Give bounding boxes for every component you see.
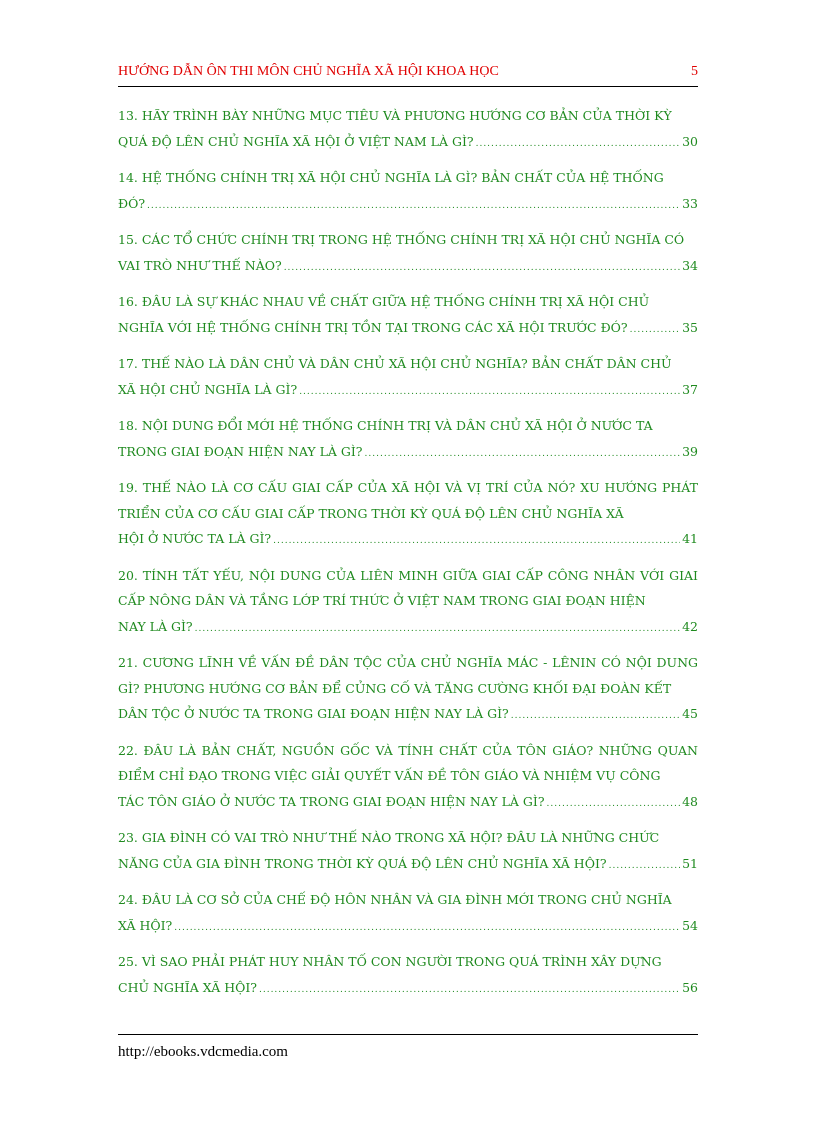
page-number: 5 [691,64,698,79]
toc-entry-text-end: DÂN TỘC Ở NƯỚC TA TRONG GIAI ĐOẠN HIỆN NAY LÀ GÌ? [118,706,509,721]
toc-entry-text: 23. GIA ĐÌNH CÓ VAI TRÒ NHƯ THẾ NÀO TRONG XÃ HỘI? ĐÂU LÀ NHỮNG CHỨC [118,830,660,845]
toc-page-number: 56 [682,979,698,995]
toc-page-number: 35 [682,319,698,335]
toc-entry[interactable] [118,289,698,343]
toc-page-number: 48 [682,793,698,809]
toc-entry-text-end: NGHĨA VỚI HỆ THỐNG CHÍNH TRỊ TỒN TẠI TRONG CÁC XÃ HỘI TRƯỚC ĐÓ? [118,319,628,335]
toc-entry-text: 13. HÃY TRÌNH BÀY NHỮNG MỤC TIÊU VÀ PHƯƠNG HƯỚNG CƠ BẢN CỦA THỜI KỲ [118,108,672,123]
toc-entry-text: 21. CƯƠNG LĨNH VỀ VẤN ĐỀ DÂN TỘC CỦA CHỦ NGHĨA MÁC - LÊNIN CÓ NỘI DUNG GÌ? PHƯƠNG HƯỚNG CƠ BẢN ĐỂ CỦNG CỐ VÀ TĂNG CƯỜNG KHỐI ĐẠI ĐOÀN KẾT [118,655,698,696]
toc-entry-text: 18. NỘI DUNG ĐỔI MỚI HỆ THỐNG CHÍNH TRỊ VÀ DÂN CHỦ XÃ HỘI Ở NƯỚC TA [118,418,653,433]
toc-entry-text-end: ĐÓ? [118,195,146,211]
toc-entry-text: 14. HỆ THỐNG CHÍNH TRỊ XÃ HỘI CHỦ NGHĨA LÀ GÌ? BẢN CHẤT CỦA HỆ THỐNG [118,170,664,185]
toc-entry[interactable] [118,165,698,219]
toc-entry-text: 19. THẾ NÀO LÀ CƠ CẤU GIAI CẤP CỦA XÃ HỘI VÀ VỊ TRÍ CỦA NÓ? XU HƯỚNG PHÁT TRIỂN CỦA CƠ CẤU GIAI CẤP TRONG THỜI KỲ QUÁ ĐỘ LÊN CHỦ NGHĨA XÃ [118,480,698,521]
table-of-contents [118,103,698,1011]
dot-leader [259,978,680,1004]
toc-entry-text-end: NAY LÀ GÌ? [118,618,193,634]
toc-page-number: 54 [682,917,698,933]
toc-entry-text-end: XÃ HỘI? [118,917,173,933]
toc-entry[interactable] [118,650,698,730]
toc-entry-text-end: TÁC TÔN GIÁO Ở NƯỚC TA TRONG GIAI ĐOẠN HIỆN NAY LÀ GÌ? [118,793,545,809]
dot-leader [547,792,681,818]
toc-entry-text-end: CHỦ NGHĨA XÃ HỘI? [118,979,257,995]
dot-leader [630,318,680,344]
dot-leader [299,380,680,406]
toc-entry-text-end: XÃ HỘI CHỦ NGHĨA LÀ GÌ? [118,381,298,397]
dot-leader [365,442,681,468]
toc-entry-text: 24. ĐÂU LÀ CƠ SỞ CỦA CHẾ ĐỘ HÔN NHÂN VÀ GIA ĐÌNH MỚI TRONG CHỦ NGHĨA [118,892,672,907]
toc-page-number: 34 [682,257,698,273]
toc-page-number: 30 [682,133,698,149]
dot-leader [273,529,680,555]
header-title: HƯỚNG DẪN ÔN THI MÔN CHỦ NGHĨA XÃ HỘI KHOA HỌC [118,64,499,79]
toc-page-number: 33 [682,195,698,211]
toc-entry-text-end: HỘI Ở NƯỚC TA LÀ GÌ? [118,531,272,546]
toc-entry-text: 15. CÁC TỔ CHỨC CHÍNH TRỊ TRONG HỆ THỐNG CHÍNH TRỊ XÃ HỘI CHỦ NGHĨA CÓ [118,232,685,247]
toc-entry[interactable] [118,949,698,1003]
dot-leader [476,132,681,158]
toc-page-number: 42 [682,618,698,634]
footer-url[interactable]: http://ebooks.vdcmedia.com [118,1044,288,1060]
toc-entry[interactable] [118,563,698,643]
toc-entry[interactable] [118,351,698,405]
toc-entry-text-end: QUÁ ĐỘ LÊN CHỦ NGHĨA XÃ HỘI Ở VIỆT NAM LÀ GÌ? [118,133,474,149]
toc-entry-text: 22. ĐÂU LÀ BẢN CHẤT, NGUỒN GỐC VÀ TÍNH CHẤT CỦA TÔN GIÁO? NHỮNG QUAN ĐIỂM CHỈ ĐẠO TRONG VIỆC GIẢI QUYẾT VẤN ĐỀ TÔN GIÁO VÀ NHIỆM VỤ CÔNG [118,742,698,783]
toc-page-number: 41 [682,531,698,546]
dot-leader [195,617,680,643]
toc-entry-text: 16. ĐÂU LÀ SỰ KHÁC NHAU VỀ CHẤT GIỮA HỆ THỐNG CHÍNH TRỊ XÃ HỘI CHỦ [118,294,650,309]
toc-entry[interactable] [118,887,698,941]
toc-entry[interactable] [118,475,698,555]
toc-entry-text-end: TRONG GIAI ĐOẠN HIỆN NAY LÀ GÌ? [118,443,363,459]
page-header [118,64,698,87]
toc-page-number: 45 [682,706,698,721]
toc-entry-text-end: VAI TRÒ NHƯ THẾ NÀO? [118,257,282,273]
toc-page-number: 51 [682,855,698,871]
toc-entry-text: 20. TÍNH TẤT YẾU, NỘI DUNG CỦA LIÊN MINH GIỮA GIAI CẤP CÔNG NHÂN VỚI GIAI CẤP NÔNG DÂN VÀ TẦNG LỚP TRÍ THỨC Ở VIỆT NAM TRONG GIAI ĐOẠN HIỆN [118,567,698,608]
toc-entry[interactable] [118,103,698,157]
toc-page-number: 37 [682,381,698,397]
dot-leader [174,916,680,942]
toc-entry-text-end: NĂNG CỦA GIA ĐÌNH TRONG THỜI KỲ QUÁ ĐỘ LÊN CHỦ NGHĨA XÃ HỘI? [118,855,607,871]
toc-entry[interactable] [118,227,698,281]
dot-leader [609,854,680,880]
toc-entry-text: 25. VÌ SAO PHẢI PHÁT HUY NHÂN TỐ CON NGƯỜI TRONG QUÁ TRÌNH XÂY DỰNG [118,954,662,969]
toc-entry[interactable] [118,738,698,818]
footer-divider [118,1034,698,1035]
toc-page-number: 39 [682,443,698,459]
toc-entry[interactable] [118,825,698,879]
dot-leader [147,194,680,220]
dot-leader [511,704,680,730]
toc-entry[interactable] [118,413,698,467]
toc-entry-text: 17. THẾ NÀO LÀ DÂN CHỦ VÀ DÂN CHỦ XÃ HỘI CHỦ NGHĨA? BẢN CHẤT DÂN CHỦ [118,356,672,371]
dot-leader [284,256,680,282]
